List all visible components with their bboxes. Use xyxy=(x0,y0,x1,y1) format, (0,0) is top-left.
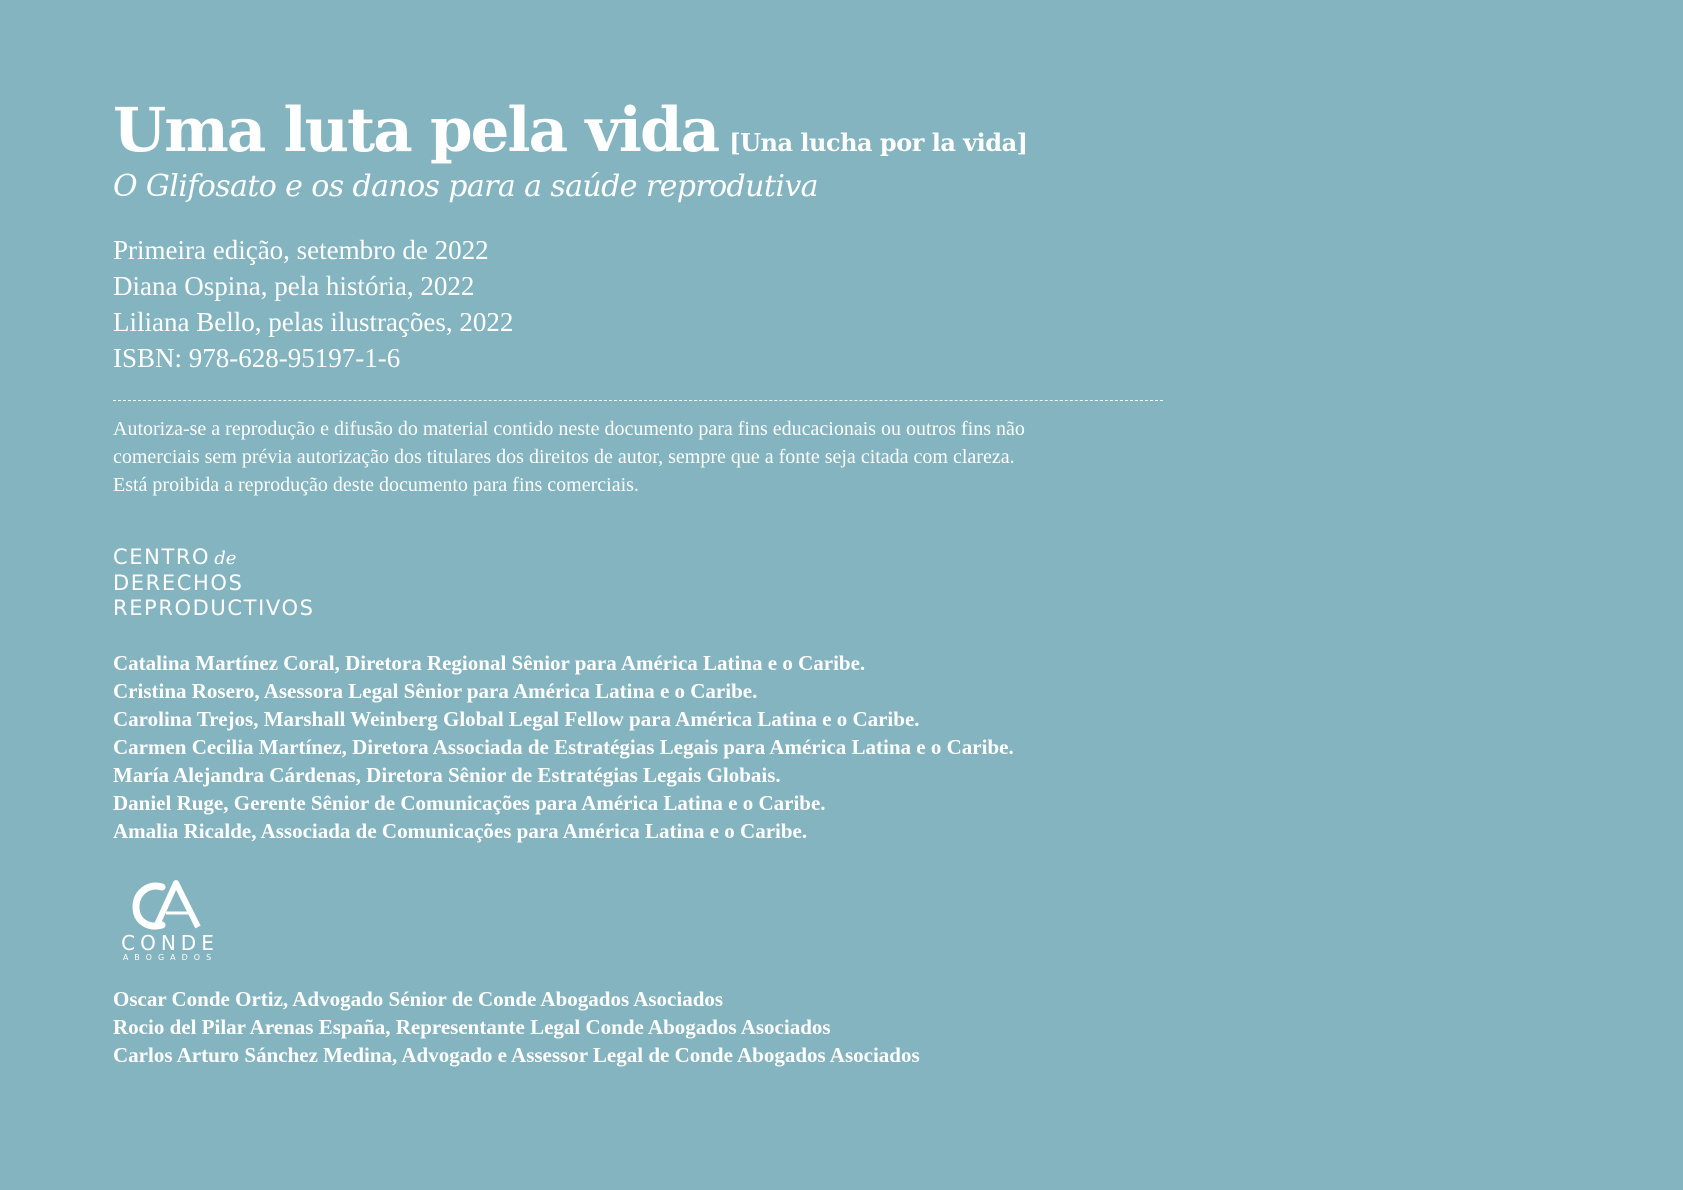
dashed-divider xyxy=(113,400,1163,401)
team-member: Cristina Rosero, Asessora Legal Sênior para América Latina e o Caribe. xyxy=(113,679,758,703)
logo-text-centro: CENTRO xyxy=(113,545,211,569)
team-member: Carmen Cecilia Martínez, Diretora Associada de Estratégias Legais para América Latina e o Caribe. xyxy=(113,735,1014,759)
conde-abogados-logo xyxy=(113,879,223,963)
lawyer-entry: Rocio del Pilar Arenas España, Representante Legal Conde Abogados Asociados xyxy=(113,1015,831,1039)
book-title: Uma luta pela vida xyxy=(113,95,719,166)
team-member: Daniel Ruge, Gerente Sênior de Comunicações para América Latina e o Caribe. xyxy=(113,791,826,815)
rights-notice xyxy=(113,415,1313,499)
team-member: Carolina Trejos, Marshall Weinberg Global Legal Fellow para América Latina e o Caribe. xyxy=(113,707,920,731)
rights-line: Autoriza-se a reprodução e difusão do material contido neste documento para fins educacionais ou outros fins não xyxy=(113,418,1025,440)
lawyer-entry: Carlos Arturo Sánchez Medina, Advogado e Assessor Legal de Conde Abogados Asociados xyxy=(113,1043,920,1067)
conde-wordmark: CONDE xyxy=(121,931,219,955)
isbn: ISBN: 978-628-95197-1-6 xyxy=(113,343,401,373)
colophon-page xyxy=(113,95,1313,1069)
team-member: Amalia Ricalde, Associada de Comunicações para América Latina e o Caribe. xyxy=(113,819,808,843)
centro-derechos-reproductivos-logo xyxy=(113,545,1313,621)
book-subtitle: O Glifosato e os danos para a saúde reprodutiva xyxy=(113,169,818,204)
edition-info xyxy=(113,232,1313,376)
conde-lawyers-list xyxy=(113,985,1313,1069)
logo-text-reproductivos: REPRODUCTIVOS xyxy=(113,596,315,620)
team-member: Catalina Martínez Coral, Diretora Regional Sênior para América Latina e o Caribe. xyxy=(113,651,866,675)
illustrator-credit: Liliana Bello, pelas ilustrações, 2022 xyxy=(113,307,514,337)
lawyer-entry: Oscar Conde Ortiz, Advogado Sénior de Conde Abogados Asociados xyxy=(113,987,724,1011)
team-member: María Alejandra Cárdenas, Diretora Sênior de Estratégias Legais Globais. xyxy=(113,763,781,787)
abogados-wordmark: ABOGADOS xyxy=(122,953,218,962)
conde-monogram-icon xyxy=(126,879,210,931)
title-block xyxy=(113,95,1313,166)
author-credit: Diana Ospina, pela história, 2022 xyxy=(113,271,475,301)
edition-line: Primeira edição, setembro de 2022 xyxy=(113,235,489,265)
logo-text-derechos: DERECHOS xyxy=(113,571,244,595)
cdr-team-list xyxy=(113,649,1313,845)
logo-text-de: de xyxy=(214,548,237,569)
book-title-spanish: [Una lucha por la vida] xyxy=(729,128,1028,157)
rights-line: comerciais sem prévia autorização dos titulares dos direitos de autor, sempre que a fonte seja citada com clareza. xyxy=(113,446,1015,468)
rights-line: Está proibida a reprodução deste documento para fins comerciais. xyxy=(113,474,639,496)
